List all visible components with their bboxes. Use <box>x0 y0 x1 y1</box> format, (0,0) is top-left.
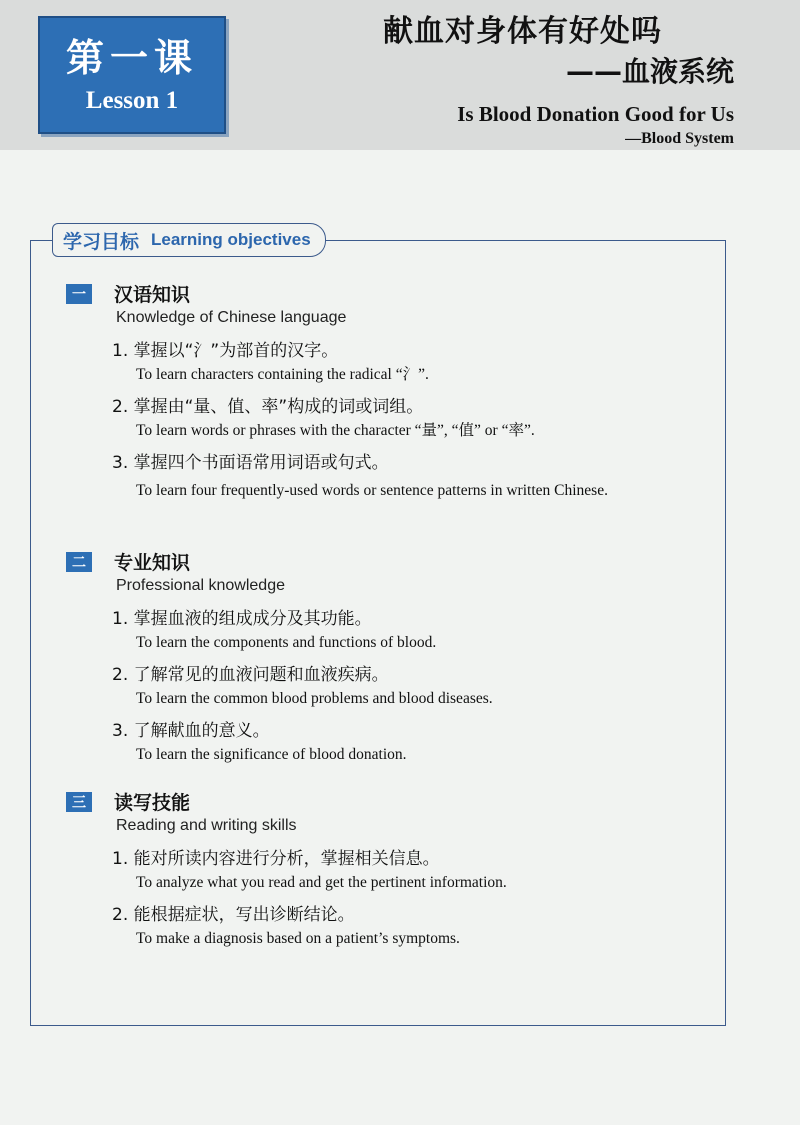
section-title-cn: 汉语知识 <box>114 284 191 306</box>
objective-item <box>112 719 676 767</box>
lesson-badge <box>38 16 226 134</box>
section-title-en: Professional knowledge <box>116 577 285 594</box>
objective-item <box>112 451 676 506</box>
objective-item <box>112 395 676 443</box>
section-reading-writing-skills <box>66 788 676 959</box>
objective-en: To learn characters containing the radical “氵”. <box>136 366 429 383</box>
objective-cn: 2. 了解常见的血液问题和血液疾病。 <box>112 665 389 685</box>
objective-en: To analyze what you read and get the pertinent information. <box>136 874 507 891</box>
section-number-icon: 一 <box>66 284 92 304</box>
objective-item <box>112 663 676 711</box>
page-subtitle-en: —Blood System <box>625 130 734 147</box>
objective-cn: 1. 能对所读内容进行分析，掌握相关信息。 <box>112 849 440 869</box>
objective-item <box>112 847 676 895</box>
lesson-number-en: Lesson 1 <box>85 87 179 114</box>
section-number-icon: 二 <box>66 552 92 572</box>
objective-en: To learn words or phrases with the character “量”, “值” or “率”. <box>136 422 535 439</box>
objective-cn: 2. 能根据症状，写出诊断结论。 <box>112 905 355 925</box>
objective-cn: 2. 掌握由“量、值、率”构成的词或词组。 <box>112 397 424 417</box>
objective-en: To learn the significance of blood donation. <box>136 746 407 763</box>
section-chinese-knowledge <box>66 280 676 514</box>
objective-cn: 1. 掌握以“氵”为部首的汉字。 <box>112 341 339 361</box>
page-title-cn: 献血对身体有好处吗 <box>383 14 662 49</box>
lesson-number-cn: 第一课 <box>65 36 198 80</box>
objective-cn: 3. 掌握四个书面语常用词语或句式。 <box>112 453 389 473</box>
objective-item <box>112 339 676 387</box>
objective-item <box>112 607 676 655</box>
objectives-label-cn: 学习目标 <box>63 230 140 253</box>
section-number-icon: 三 <box>66 792 92 812</box>
section-title-en: Knowledge of Chinese language <box>116 309 347 326</box>
objective-cn: 1. 掌握血液的组成成分及其功能。 <box>112 609 372 629</box>
objective-en: To learn the components and functions of blood. <box>136 634 437 651</box>
objective-en: To learn the common blood problems and blood diseases. <box>136 690 493 707</box>
section-title-cn: 专业知识 <box>114 552 191 574</box>
section-title-cn: 读写技能 <box>114 792 191 814</box>
page-subtitle-cn: ——血液系统 <box>565 55 734 88</box>
objectives-label-en: Learning objectives <box>151 230 311 249</box>
objectives-tab <box>52 223 326 257</box>
section-professional-knowledge <box>66 548 676 775</box>
section-title-en: Reading and writing skills <box>116 817 297 834</box>
objective-item <box>112 903 676 951</box>
objective-en: To make a diagnosis based on a patient’s symptoms. <box>136 930 460 947</box>
page-title-en: Is Blood Donation Good for Us <box>457 102 734 126</box>
objective-en: To learn four frequently-used words or sentence patterns in written Chinese. <box>136 482 608 499</box>
objective-cn: 3. 了解献血的意义。 <box>112 721 270 741</box>
